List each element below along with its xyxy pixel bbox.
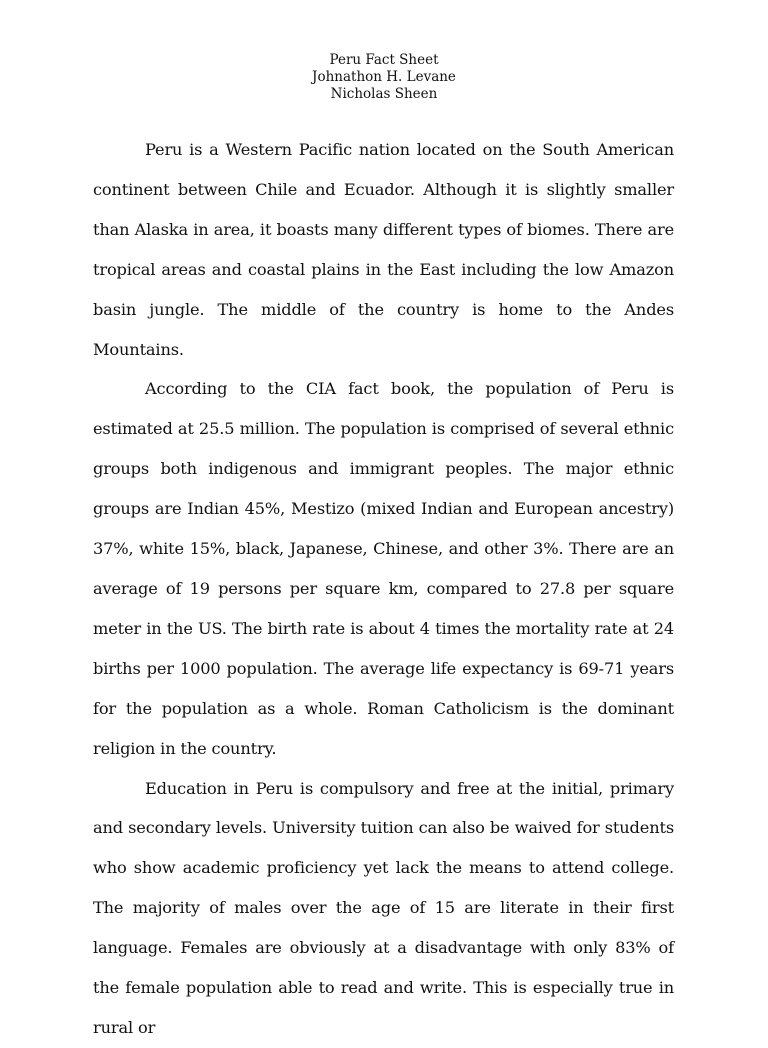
document-body <box>93 130 674 1048</box>
document-title: Peru Fact Sheet <box>329 52 439 68</box>
paragraph-education: Education in Peru is compulsory and free at the initial, primary and secondary levels. University tuition can also be waived for students who show academic proficiency yet lack the means to attend college. The majority of males over the age of 15 are literate in their first language. Females are obviously at a disadvantage with only 83% of the female population able to read and write. This is especially true in rural or <box>93 778 674 1037</box>
author-name: Nicholas Sheen <box>330 86 438 102</box>
document-header <box>0 52 768 103</box>
author-name: Johnathon H. Levane <box>312 69 456 85</box>
paragraph-population: According to the CIA fact book, the population of Peru is estimated at 25.5 million. The population is comprised of several ethnic groups both indigenous and immigrant peoples. The major ethnic groups are Indian 45%, Mestizo (mixed Indian and European ancestry) 37%, white 15%, black, Japanese, Chinese, and other 3%. There are an average of 19 persons per square km, compared to 27.8 per square meter in the US. The birth rate is about 4 times the mortality rate at 24 births per 1000 population. The average life expectancy is 69-71 years for the population as a whole. Roman Catholicism is the dominant religion in the country. <box>93 379 674 758</box>
paragraph-geography: Peru is a Western Pacific nation located on the South American continent between Chile and Ecuador. Although it is slightly smaller than Alaska in area, it boasts many different types of biomes. There are tropical areas and coastal plains in the East including the low Amazon basin jungle. The middle of the country is home to the Andes Mountains. <box>93 140 674 359</box>
